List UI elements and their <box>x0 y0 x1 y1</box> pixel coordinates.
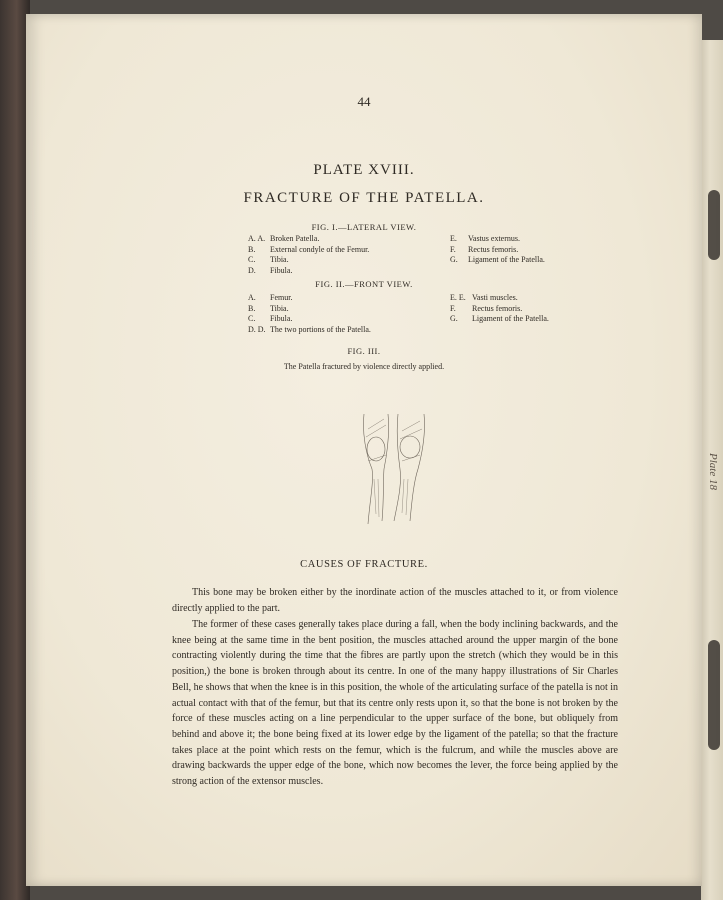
adjacent-illustration-fragment <box>708 190 720 260</box>
plate-title: PLATE XVIII. <box>313 162 415 178</box>
legend-key: A. A. <box>248 234 266 243</box>
page-number: 44 <box>357 94 371 109</box>
legend-text: Ligament of the Patella. <box>468 255 545 264</box>
legend-item <box>450 293 549 304</box>
fig2-legend-right <box>450 293 549 325</box>
legend-item <box>450 234 545 245</box>
legend-text: Femur. <box>270 293 293 302</box>
hatching <box>366 419 422 461</box>
legend-item <box>248 314 371 325</box>
fig2-legend-left <box>248 293 371 335</box>
paragraph: This bone may be broken either by the inordinate action of the muscles attached to it, or from violence directly applied to the part. <box>172 587 618 614</box>
legend-item <box>450 255 545 266</box>
legend-key: B. <box>248 244 256 254</box>
legend-key: E. <box>450 234 457 243</box>
legend-item <box>248 325 371 336</box>
legend-text: Fibula. <box>270 314 293 323</box>
legend-text: Tibia. <box>270 255 289 264</box>
legend-key: F. <box>450 244 456 254</box>
legend-text: Vastus externus. <box>468 234 520 243</box>
legend-item <box>248 266 369 277</box>
legend-key: D. <box>248 265 256 275</box>
adjacent-page-edge <box>701 40 723 900</box>
legend-key: B. <box>248 303 256 313</box>
section-title: CAUSES OF FRACTURE. <box>300 559 428 570</box>
legend-text: Vasti muscles. <box>472 293 518 302</box>
legend-text: The two portions of the Patella. <box>270 324 371 334</box>
fig3-heading: FIG. III. <box>347 346 381 356</box>
paragraph: The former of these cases generally takes place during a fall, when the body inclining backwards, and the knee being at the same time in the bent position, the muscles attached around the upper margin of the bone contracting violently during the time that the fibres are partly upon the stretch (which they would be in this position,) the bone is broken through about its centre. In one of the many happy illustrations of Sir Charles Bell, he shows that when the knee is in this position, the whole of the articulating surface of the patella is not in actual contact with that of the femur, but that its centre only rests upon it, so that the bone is not broken by the force of these muscles acting on a line perpendicular to the upper surface of the bone, but obliquely from behind and above it; the bone being fixed at its lower edge by the ligament of the patella; so that the fracture takes place at the point which rests on the femur, which is the fulcrum, and while the muscles above are drawing backwards the upper edge of the bone, which now becomes the lever, the force being applied by the strong action of the extensor muscles. <box>172 619 619 788</box>
fig1-heading: FIG. I.—LATERAL VIEW. <box>311 222 417 232</box>
fig2-heading: FIG. II.—FRONT VIEW. <box>315 279 413 289</box>
adjacent-illustration-fragment <box>708 640 720 750</box>
illustration-outline <box>382 414 389 521</box>
legend-item <box>248 234 369 245</box>
legend-item <box>248 293 371 304</box>
hatching <box>374 479 408 517</box>
knee-illustration <box>354 409 434 529</box>
fig1-legend-right <box>450 234 545 266</box>
legend-key: F. <box>450 303 456 313</box>
legend-text: Rectus femoris. <box>468 244 519 254</box>
legend-item <box>248 245 369 256</box>
fig1-legend-left <box>248 234 369 276</box>
legend-key: G. <box>450 314 458 323</box>
legend-item <box>450 304 549 315</box>
legend-item <box>450 314 549 325</box>
legend-key: G. <box>450 255 458 264</box>
legend-item <box>248 304 371 315</box>
fig3-caption: The Patella fractured by violence directly applied. <box>283 362 445 371</box>
illustration-outline <box>410 414 425 521</box>
patella-right <box>400 436 420 458</box>
patella-left <box>367 437 385 461</box>
legend-item <box>450 245 545 256</box>
illustration-outline <box>394 414 401 521</box>
legend-key: C. <box>248 255 256 264</box>
legend-text: Ligament of the Patella. <box>472 314 549 323</box>
adjacent-page-label: Plate 18 <box>707 453 719 490</box>
legend-key: C. <box>248 314 256 323</box>
legend-text: Rectus femoris. <box>472 303 523 313</box>
legend-item <box>248 255 369 266</box>
legend-key: D. D. <box>248 324 266 334</box>
legend-text: Tibia. <box>270 303 289 313</box>
legend-text: Fibula. <box>270 265 293 275</box>
book-page <box>26 14 702 886</box>
page-title: FRACTURE OF THE PATELLA. <box>243 190 485 206</box>
legend-text: Broken Patella. <box>270 234 320 243</box>
legend-text: External condyle of the Femur. <box>270 244 370 254</box>
legend-key: A. <box>248 293 256 302</box>
legend-key: E. E. <box>450 293 466 302</box>
illustration-outline <box>363 414 372 524</box>
